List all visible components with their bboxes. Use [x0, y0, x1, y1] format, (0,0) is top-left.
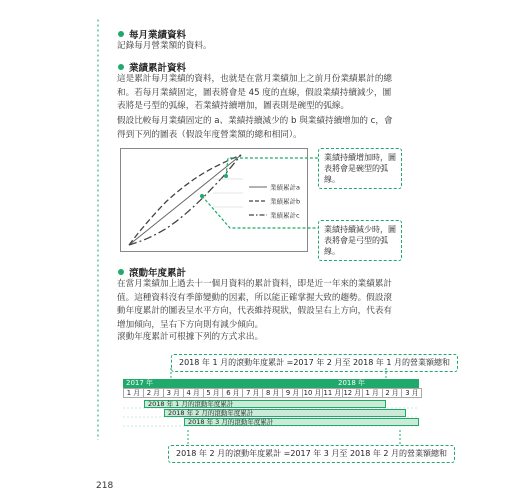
month-cell: 2 月 — [382, 388, 403, 398]
legend-label-2: 業績累計c — [270, 211, 300, 220]
rolling-bar-mar: 2018 年 3 月的滾動年度累計 — [184, 418, 419, 426]
month-cell: 5 月 — [203, 388, 224, 398]
legend-label-0: 業績累計a — [270, 183, 300, 192]
month-cell: 1 月 — [362, 388, 383, 398]
month-cell: 8 月 — [262, 388, 283, 398]
month-cell: 3 月 — [163, 388, 184, 398]
heading-text: 滾動年度累計 — [129, 268, 187, 279]
callout-increase: 業績持續增加時，圖表將會是碗型的弧線。 — [318, 148, 402, 189]
heading-text: 每月業績資料 — [129, 30, 187, 41]
rolling-bar-jan: 2018 年 1 月的滾動年度累計 — [144, 400, 386, 408]
month-cell: 7 月 — [242, 388, 263, 398]
page-number: 218 — [96, 481, 114, 491]
month-cell: 9 月 — [282, 388, 303, 398]
note-2018-feb: 2018 年 2 月的滾動年度累計 =2017 年 3 月至 2018 年 2 月的營業額總和 — [168, 445, 455, 463]
rolling-bar-feb: 2018 年 2 月的滾動年度累計 — [164, 409, 406, 417]
monthly-text: 記錄每月營業額的資料。 — [117, 41, 212, 51]
heading-text: 業績累計資料 — [129, 63, 187, 74]
cumulative-paragraph-1: 這是累計每月業績的資料，也就是在當月業績加上之前月份業績累計的總和。若每月業績固定，圖表將會是 45 度的直線，假設業績持續減少，圖表將是弓型的弧線，若業績持續增加，圖表則是碗型的弧線。 — [117, 74, 393, 111]
month-cell: 10 月 — [303, 389, 322, 397]
month-row — [123, 388, 421, 398]
rolling-paragraph-2: 滾動年度累計可根據下列的方式求出。 — [117, 332, 264, 342]
month-cell: 12 月 — [343, 389, 362, 397]
legend-label-1: 業績累計b — [270, 197, 301, 206]
month-cell: 11 月 — [323, 389, 342, 397]
month-cell: 6 月 — [222, 388, 243, 398]
note-2018-jan: 2018 年 1 月的滾動年度累計 =2017 年 2 月至 2018 年 1 月的營業額總和 — [171, 354, 458, 372]
month-cell: 3 月 — [401, 388, 422, 398]
year-bar-2018: 2018 年 — [335, 379, 419, 388]
month-cell: 1 月 — [123, 388, 144, 398]
month-cell: 2 月 — [143, 388, 164, 398]
callout-decrease: 業績持續減少時，圖表將會是弓型的弧線。 — [318, 220, 402, 261]
rolling-paragraph-1: 在當月業績加上過去十一個月資料的累計資料，即是近一年來的業績累計值。這種資料沒有季節變動的因素，所以能正確掌握大致的趨勢。假設滾動年度累計的圖表呈水平方向，代表維持現狀，假設呈右上方向，代表有增加傾向，呈右下方向則有減少傾向。 — [117, 279, 393, 330]
cumulative-paragraph-2: 假設比較每月業績固定的 a、業績持續減少的 b 與業績持續增加的 c，會得到下列的圖表（假設年度營業額的總和相同）。 — [117, 116, 393, 140]
month-cell: 4 月 — [183, 388, 204, 398]
year-bar-2017: 2017 年 — [123, 379, 370, 388]
